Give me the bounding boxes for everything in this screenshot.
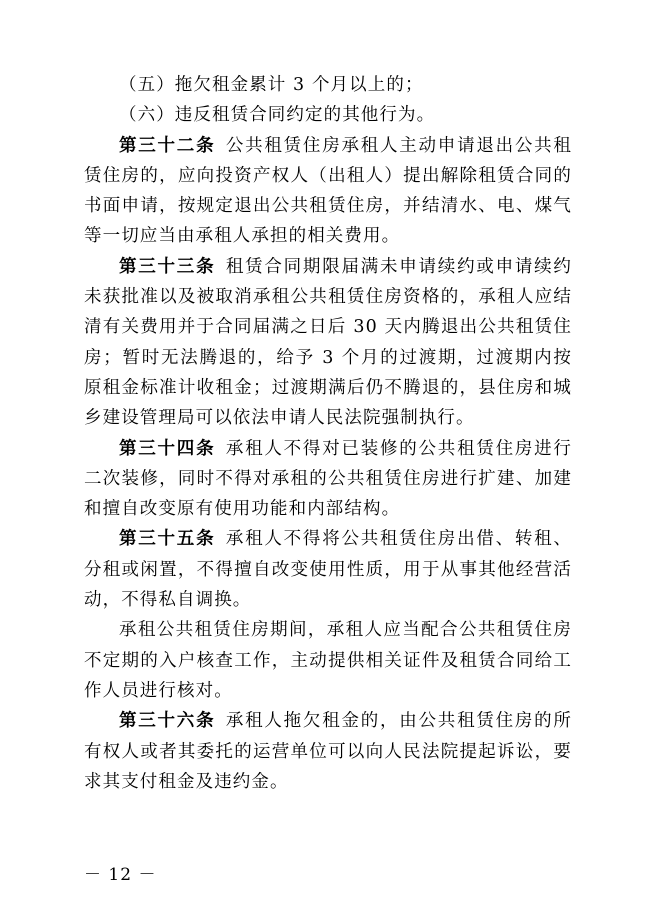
article-heading: 第三十六条 xyxy=(119,711,216,732)
list-item-6: （六）违反租赁合同约定的其他行为。 xyxy=(119,105,436,126)
document-body xyxy=(84,70,572,797)
article-33 xyxy=(84,252,572,434)
paragraph: 承租公共租赁住房期间，承租人应当配合公共租赁住房不定期的入户核查工作，主动提供相关证件及租赁合同给工作人员进行核对。 xyxy=(84,620,572,701)
article-text: 承租人不得将公共租赁住房出借、转租、分租或闲置，不得擅自改变使用性质，用于从事其他经营活动，不得私自调换。 xyxy=(84,529,572,611)
list-item-5: （五）拖欠租金累计 3 个月以上的； xyxy=(119,75,424,95)
page-number: － 12 － xyxy=(84,865,157,885)
article-text: 租赁合同期限届满未申请续约或申请续约未获批准以及被取消承租公共租赁住房资格的，承租人应结清有关费用并于合同届满之日后 30 天内腾退出公共租赁住房；暂时无法腾退的，给予 3 个月的过渡期，过渡期内按原租金标准计收租金；过渡期满后仍不腾退的，县住房和城乡建设管理局可以依法申请人民法院强制执行。 xyxy=(84,256,572,429)
article-heading: 第三十五条 xyxy=(119,529,216,550)
article-heading: 第三十二条 xyxy=(119,135,216,156)
article-heading: 第三十四条 xyxy=(119,438,216,459)
article-32 xyxy=(84,131,572,252)
article-34 xyxy=(84,434,572,525)
article-text: 承租人拖欠租金的，由公共租赁住房的所有权人或者其委托的运营单位可以向人民法院提起诉讼，要求其支付租金及违约金。 xyxy=(84,711,572,792)
article-35 xyxy=(84,524,572,615)
article-text: 公共租赁住房承租人主动申请退出公共租赁住房的，应向投资产权人（出租人）提出解除租赁合同的书面申请，按规定退出公共租赁住房，并结清水、电、煤气等一切应当由承租人承担的相关费用。 xyxy=(84,135,572,247)
article-heading: 第三十三条 xyxy=(119,256,216,277)
article-text: 承租人不得对已装修的公共租赁住房进行二次装修，同时不得对承租的公共租赁住房进行扩建、加建和擅自改变原有使用功能和内部结构。 xyxy=(84,438,572,520)
article-36 xyxy=(84,706,572,797)
